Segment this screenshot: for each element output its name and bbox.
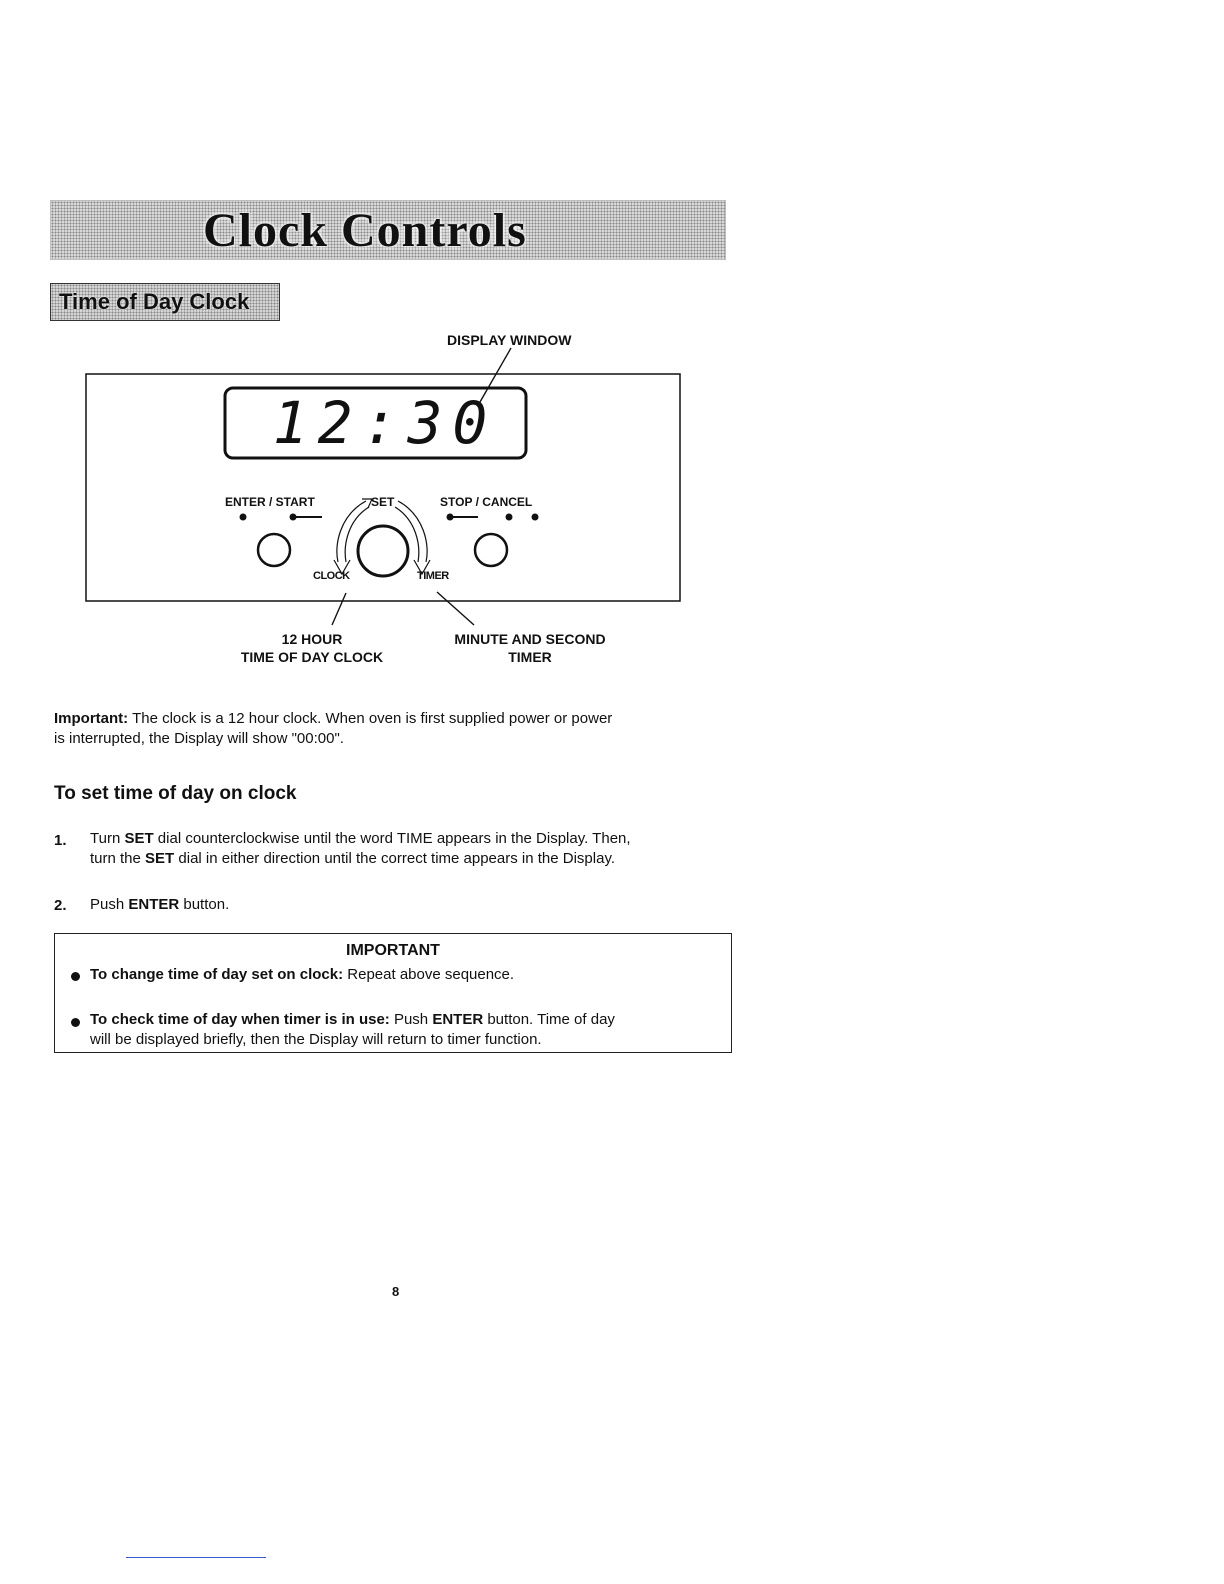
enter-start-button[interactable] (258, 534, 290, 566)
step-1-text (90, 829, 750, 869)
step-1-part4: dial in either direction until the correct time appears in the Display. (174, 850, 616, 867)
page-title: Clock Controls (203, 204, 527, 257)
important-box (54, 933, 732, 1053)
clock-label: CLOCK (313, 570, 350, 582)
important-item-1 (90, 965, 514, 985)
important-item-2-text-b: button. Time of day (483, 1011, 615, 1028)
enter-indicator-dot (240, 514, 247, 521)
stop-cancel-button[interactable] (475, 534, 507, 566)
callout-right-line2: TIMER (508, 649, 552, 665)
timer-callout-leader (437, 592, 474, 625)
step-1-bold1: SET (124, 830, 154, 847)
important-item-2-text-a: Push (389, 1011, 433, 1028)
step-1-part1: Turn (90, 830, 125, 847)
display-digits-area (272, 388, 498, 458)
important-note (54, 709, 744, 749)
ccw-arrow-outer (337, 501, 366, 562)
control-panel-diagram (0, 0, 1224, 700)
important-item-2 (90, 1010, 730, 1050)
important-item-2-bold2: ENTER (432, 1011, 484, 1028)
important-item-1-text: Repeat above sequence. (343, 966, 515, 983)
callout-left-line1: 12 HOUR (281, 631, 343, 647)
callout-left-line2: TIME OF DAY CLOCK (240, 649, 384, 665)
step-1-part3: turn the (90, 850, 146, 867)
display-window-label: DISPLAY WINDOW (447, 332, 572, 348)
enter-start-label: ENTER / START (225, 495, 315, 509)
stop-indicator-dot-3 (532, 514, 539, 521)
important-note-line1: The clock is a 12 hour clock. When oven is first supplied power or power (128, 710, 613, 727)
stop-cancel-label: STOP / CANCEL (440, 495, 533, 509)
callout-right-line1: MINUTE AND SECOND (454, 631, 606, 647)
set-label: SET (371, 495, 395, 509)
bullet-icon (71, 1018, 80, 1027)
clock-callout-leader (332, 593, 346, 625)
step-1-bold2: SET (145, 850, 175, 867)
step-2-number: 2. (54, 897, 67, 914)
footer-line (126, 1557, 266, 1558)
step-1-number: 1. (54, 832, 67, 849)
stop-indicator-dot-2 (506, 514, 513, 521)
important-box-title: IMPORTANT (346, 942, 440, 959)
step-2-part2: button. (179, 896, 230, 913)
step-2-text (90, 895, 229, 915)
set-dial[interactable] (358, 526, 408, 576)
step-2-part1: Push (90, 896, 129, 913)
important-item-2-bold: To check time of day when timer is in use: (90, 1011, 390, 1028)
page-number: 8 (392, 1284, 400, 1299)
section-title: Time of Day Clock (59, 289, 250, 314)
cw-arrow-outer (398, 501, 427, 562)
important-item-2-text-c: will be displayed briefly, then the Display will return to timer function. (90, 1031, 542, 1048)
important-item-1-bold: To change time of day set on clock: (90, 966, 344, 983)
step-1-part2: dial counterclockwise until the word TIME appears in the Display. Then, (153, 830, 631, 847)
display-digits: 12:30 (272, 389, 498, 457)
timer-label: TIMER (417, 570, 449, 582)
instructions-heading: To set time of day on clock (54, 783, 297, 804)
important-note-line2: is interrupted, the Display will show "00:00". (54, 730, 344, 747)
important-note-label: Important: (54, 710, 129, 727)
bullet-icon (71, 972, 80, 981)
step-2-bold1: ENTER (128, 896, 180, 913)
